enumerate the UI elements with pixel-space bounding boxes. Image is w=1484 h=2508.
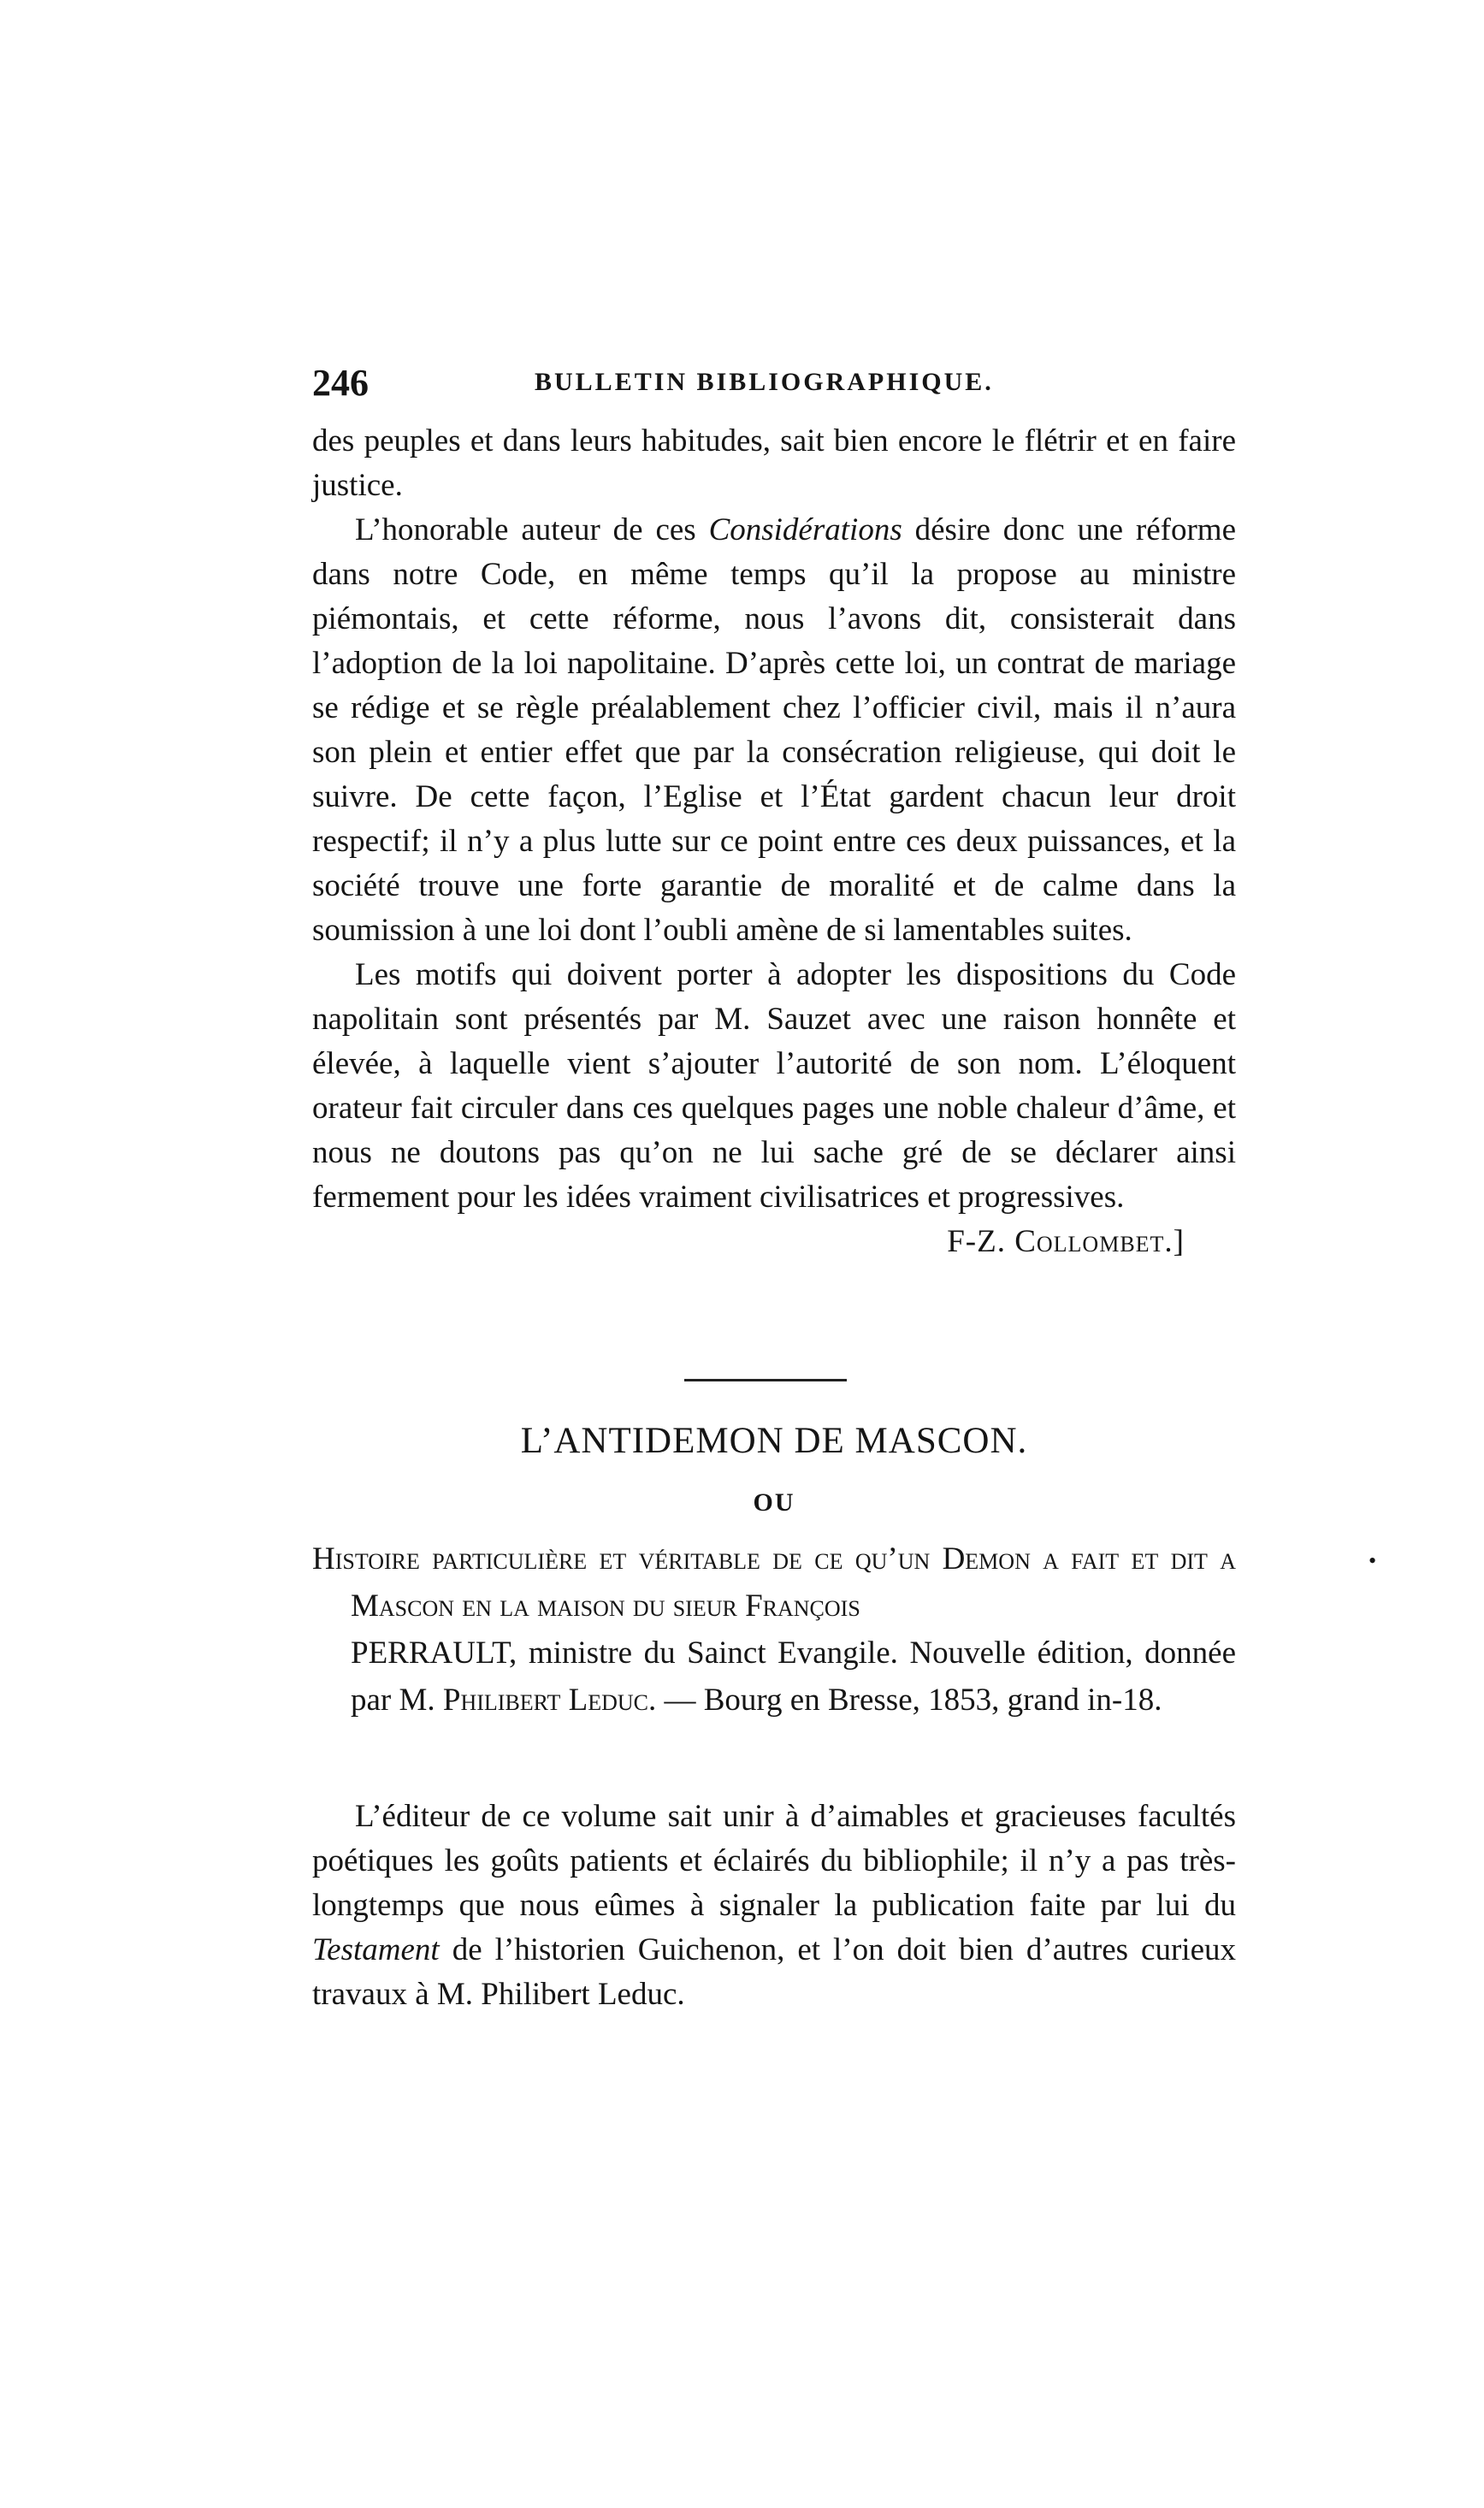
- article-review-continued: [312, 419, 1236, 1264]
- paragraph-editeur: L’éditeur de ce volume sait unir à d’aimables et gracieuses facultés poétiques les goûts patients et éclairés du bibliophile; il n’y a pas très-longtemps que nous eûmes à signaler la publication faite par lui du Testament de l’historien Guichenon, et l’on doit bien d’autres curieux travaux à M. Philibert Leduc.: [312, 1799, 1236, 2012]
- page-number: 246: [312, 362, 369, 404]
- title-conjunction: OU: [753, 1488, 795, 1517]
- paragraph-motifs: Les motifs qui doivent porter à adopter les dispositions du Code napolitain sont présentés par M. Sauzet avec une raison honnête et élevée, à laquelle vient s’ajouter l’autorité de son nom. L’éloquent orateur fait circuler dans ces quelques pages une noble chaleur d’âme, et nous ne doutons pas qu’on ne lui sache gré de se déclarer ainsi fermement pour les idées vraiment civilisatrices et progressives.: [312, 957, 1236, 1215]
- italic-title-testament: Testament: [312, 1932, 440, 1967]
- editor-name: M. Philibert Leduc: [399, 1683, 648, 1718]
- italic-title-considerations: Considérations: [708, 512, 902, 547]
- margin-mark: •: [1369, 1548, 1377, 1573]
- article-review-antidemon: [312, 1795, 1236, 2017]
- page-header: [312, 361, 1236, 412]
- article-title: L’ANTIDEMON DE MASCON.: [520, 1421, 1028, 1461]
- author-signature: F-Z. Collombet.]: [947, 1224, 1185, 1259]
- running-head: BULLETIN BIBLIOGRAPHIQUE.: [535, 368, 994, 396]
- article-subtitle: Histoire particulière et véritable de ce qu’un Demon a fait et dit a Mascon en la maison du sieur François PERRAULT, ministre du Sainct Evangile. Nouvelle édition, donnée par M. Philibert Leduc. — Bourg en Bresse, 1853, grand in-18.: [312, 1541, 1236, 1718]
- continuation-paragraph: des peuples et dans leurs habitudes, sait bien encore le flétrir et en faire justice.: [312, 423, 1236, 503]
- section-divider: [684, 1379, 847, 1381]
- paragraph-considerations: L’honorable auteur de ces Considérations désire donc une réforme dans notre Code, en même temps qu’il la propose au ministre piémontais, et cette réforme, nous l’avons dit, consisterait dans l’adoption de la loi napolitaine. D’après cette loi, un contrat de mariage se rédige et se règle préalablement chez l’officier civil, mais il n’aura son plein et entier effet que par la consécration religieuse, qui doit le suivre. De cette façon, l’Eglise et l’État gardent chacun leur droit respectif; il n’y a plus lutte sur ce point entre ces deux puissances, et la société trouve une forte garantie de moralité et de calme dans la soumission à une loi dont l’oubli amène de si lamentables suites.: [312, 512, 1236, 948]
